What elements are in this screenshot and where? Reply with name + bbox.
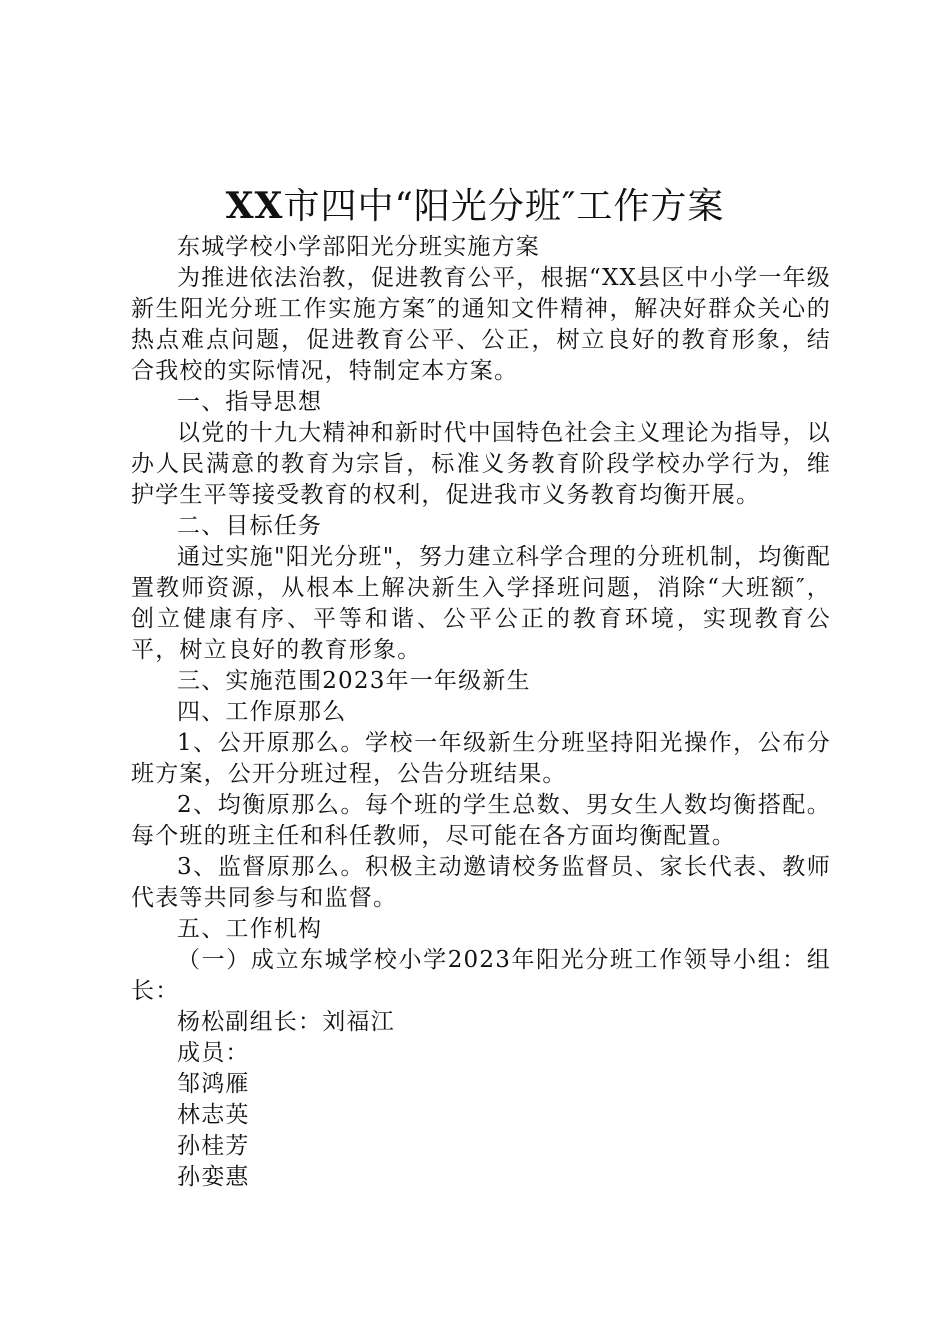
principle-openness-paragraph: 1、公开原那么。学校一年级新生分班坚持阳光操作，公布分班方案，公开分班过程，公告分班结果。	[131, 730, 831, 787]
members-label: 成员：	[177, 1040, 250, 1066]
title-prefix: XX	[225, 185, 284, 227]
member-name: 孙娈惠	[177, 1164, 250, 1190]
section-heading-guiding-thought: 一、指导思想	[177, 389, 323, 415]
section-heading-goals: 二、目标任务	[177, 513, 323, 539]
section-heading-scope: 三、实施范围2023年一年级新生	[177, 668, 531, 694]
document-title	[0, 180, 950, 233]
member-name: 林志英	[177, 1102, 250, 1128]
member-name: 孙桂芳	[177, 1133, 250, 1159]
intro-paragraph: 为推进依法治教，促进教育公平，根据“XX县区中小学一年级新生阳光分班工作实施方案″的通知文件精神，解决好群众关心的热点难点问题，促进教育公平、公正，树立良好的教育形象，结合我校的实际情况，特制定本方案。	[131, 265, 831, 384]
principle-supervision-paragraph: 3、监督原那么。积极主动邀请校务监督员、家长代表、教师代表等共同参与和监督。	[131, 854, 831, 911]
section-heading-organization: 五、工作机构	[177, 916, 323, 942]
leaders-line: 杨松副组长：刘福江	[177, 1009, 395, 1035]
leadership-group-paragraph: （一）成立东城学校小学2023年阳光分班工作领导小组：组长：	[131, 947, 831, 1004]
document-body	[131, 232, 831, 1193]
goals-paragraph: 通过实施"阳光分班"，努力建立科学合理的分班机制，均衡配置教师资源，从根本上解决新生入学择班问题，消除“大班额″，创立健康有序、平等和谐、公平公正的教育环境，实现教育公平，树立良好的教育形象。	[131, 544, 831, 663]
guiding-thought-paragraph: 以党的十九大精神和新时代中国特色社会主义理论为指导，以办人民满意的教育为宗旨，标准义务教育阶段学校办学行为，维护学生平等接受教育的权利，促进我市义务教育均衡开展。	[131, 420, 831, 508]
subtitle-paragraph: 东城学校小学部阳光分班实施方案	[177, 234, 540, 260]
principle-balance-paragraph: 2、均衡原那么。每个班的学生总数、男女生人数均衡搭配。每个班的班主任和科任教师，尽可能在各方面均衡配置。	[131, 792, 831, 849]
member-name: 邹鸿雁	[177, 1071, 250, 1097]
section-heading-principles: 四、工作原那么	[177, 699, 347, 725]
title-rest: 市四中“阳光分班″工作方案	[283, 186, 725, 227]
